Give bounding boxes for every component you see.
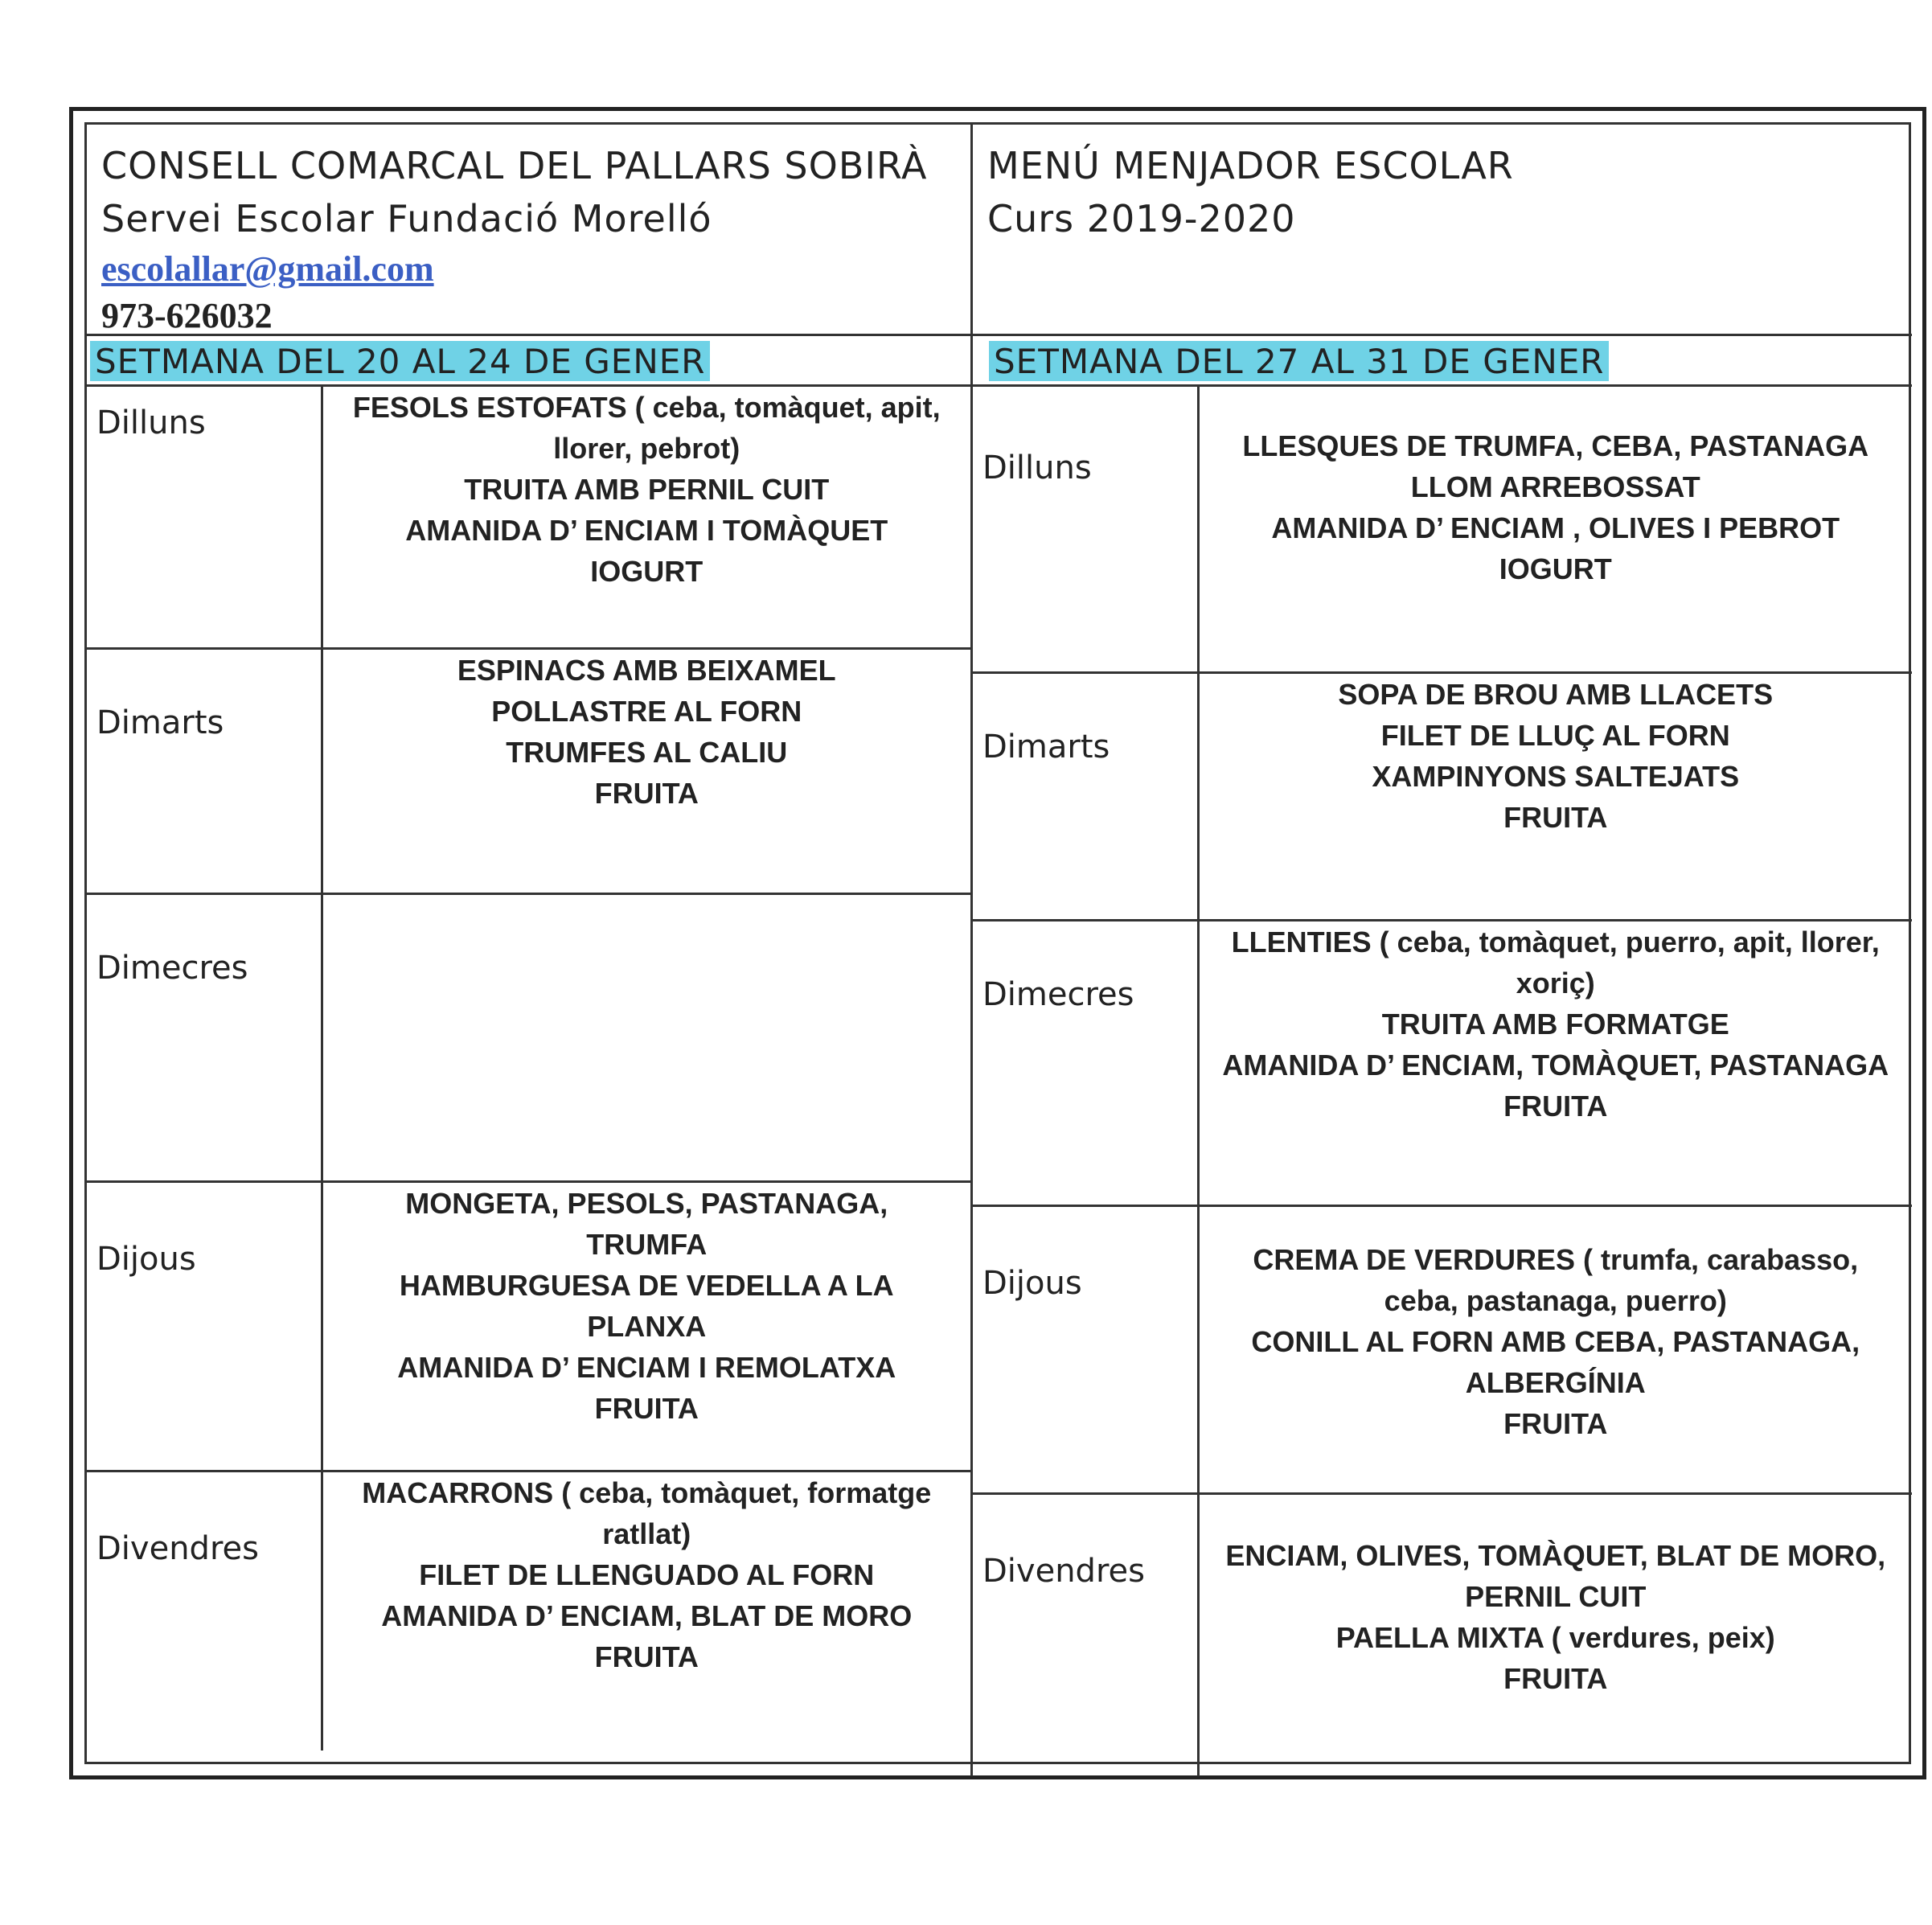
menu-title: MENÚ MENJADOR ESCOLAR: [987, 144, 1514, 187]
dish: AMANIDA D’ ENCIAM , OLIVES I PEBROT: [1271, 511, 1840, 544]
week-1-row-dilluns: [87, 387, 970, 648]
dish: TRUITA AMB FORMATGE: [1381, 1007, 1729, 1040]
day-label: Divendres: [87, 1471, 322, 1751]
menu-cell: [322, 387, 970, 648]
week-2-bar: [973, 334, 1912, 387]
dish: MACARRONS ( ceba, tomàquet, formatge ratllat): [362, 1476, 932, 1550]
dish: FRUITA: [594, 1391, 699, 1425]
council-name: CONSELL COMARCAL DEL PALLARS SOBIRÀ: [101, 144, 928, 187]
dish: FILET DE LLUÇ AL FORN: [1380, 718, 1730, 752]
week-1-row-dimecres: [87, 893, 970, 1181]
dish: FRUITA: [594, 1640, 699, 1673]
menu-cell-empty: [322, 893, 970, 1181]
day-label: Divendres: [973, 1493, 1198, 1776]
week-2-row-dijous: [973, 1205, 1912, 1493]
header-right: [973, 125, 1912, 334]
day-label: Dimecres: [87, 893, 322, 1181]
dish: IOGURT: [1499, 552, 1612, 585]
menu-cell: [1198, 387, 1912, 672]
dish: SOPA DE BROU AMB LLACETS: [1338, 677, 1774, 711]
dish: CONILL AL FORN AMB CEBA, PASTANAGA, ALBERGÍNIA: [1251, 1324, 1860, 1399]
menu-cell: [322, 1181, 970, 1471]
week-2-days: [973, 387, 1912, 1776]
day-label: Dilluns: [87, 387, 322, 648]
dish: HAMBURGUESA DE VEDELLA A LA PLANXA: [399, 1268, 894, 1343]
dish: LLENTIES ( ceba, tomàquet, puerro, apit, llorer, xoriç): [1231, 925, 1880, 999]
dish: MONGETA, PESOLS, PASTANAGA, TRUMFA: [405, 1186, 888, 1261]
left-column: [87, 125, 973, 1776]
menu-document-frame: [69, 107, 1926, 1779]
right-column: [973, 125, 1912, 1776]
menu-cell: [322, 1471, 970, 1751]
dish: POLLASTRE AL FORN: [491, 694, 802, 728]
menu-table: [84, 122, 1911, 1764]
dish: IOGURT: [590, 555, 703, 588]
day-label: Dijous: [87, 1181, 322, 1471]
dish: LLOM ARREBOSSAT: [1410, 470, 1700, 503]
dish: TRUITA AMB PERNIL CUIT: [464, 473, 830, 506]
school-service: Servei Escolar Fundació Morelló: [101, 197, 712, 240]
menu-cell: [1198, 672, 1912, 920]
week-2-row-dilluns: [973, 387, 1912, 672]
dish: CREMA DE VERDURES ( trumfa, carabasso, ceba, pastanaga, puerro): [1253, 1242, 1859, 1317]
week-1-row-divendres: [87, 1471, 970, 1751]
dish: LLESQUES DE TRUMFA, CEBA, PASTANAGA: [1242, 429, 1869, 462]
week-1-days: [87, 387, 970, 1751]
dish: AMANIDA D’ ENCIAM I REMOLATXA: [397, 1350, 896, 1384]
dish: AMANIDA D’ ENCIAM I TOMÀQUET: [405, 514, 888, 547]
dish: FILET DE LLENGUADO AL FORN: [419, 1558, 875, 1591]
week-2-row-dimecres: [973, 920, 1912, 1205]
dish: FESOLS ESTOFATS ( ceba, tomàquet, apit, llorer, pebrot): [352, 391, 941, 465]
dish: FRUITA: [1503, 1406, 1608, 1440]
dish: ENCIAM, OLIVES, TOMÀQUET, BLAT DE MORO, PERNIL CUIT: [1225, 1538, 1886, 1613]
dish: FRUITA: [1503, 1089, 1608, 1123]
menu-cell: [1198, 920, 1912, 1205]
week-1-bar: [87, 334, 970, 387]
dish: ESPINACS AMB BEIXAMEL: [457, 653, 836, 687]
week-1-row-dijous: [87, 1181, 970, 1471]
menu-cell: [1198, 1493, 1912, 1776]
day-label: Dimecres: [973, 920, 1198, 1205]
day-label: Dimarts: [87, 648, 322, 893]
dish: AMANIDA D’ ENCIAM, TOMÀQUET, PASTANAGA: [1222, 1048, 1889, 1082]
day-label: Dimarts: [973, 672, 1198, 920]
dish: PAELLA MIXTA ( verdures, peix): [1335, 1620, 1775, 1654]
week-1-row-dimarts: [87, 648, 970, 893]
week-2-row-divendres: [973, 1493, 1912, 1776]
email-link[interactable]: escolallar@gmail.com: [101, 249, 434, 289]
menu-cell: [322, 648, 970, 893]
week-2-row-dimarts: [973, 672, 1912, 920]
phone-number: 973-626032: [101, 296, 273, 335]
week-1-title: SETMANA DEL 20 AL 24 DE GENER: [90, 341, 710, 381]
week-2-title: SETMANA DEL 27 AL 31 DE GENER: [989, 341, 1609, 381]
dish: XAMPINYONS SALTEJATS: [1372, 759, 1740, 793]
dish: TRUMFES AL CALIU: [506, 735, 788, 769]
dish: FRUITA: [1503, 1661, 1608, 1695]
school-year: Curs 2019-2020: [987, 197, 1296, 240]
dish: FRUITA: [594, 776, 699, 810]
day-label: Dijous: [973, 1205, 1198, 1493]
dish: AMANIDA D’ ENCIAM, BLAT DE MORO: [381, 1599, 913, 1632]
dish: FRUITA: [1503, 800, 1608, 834]
day-label: Dilluns: [973, 387, 1198, 672]
header-left: [87, 125, 970, 334]
menu-cell: [1198, 1205, 1912, 1493]
